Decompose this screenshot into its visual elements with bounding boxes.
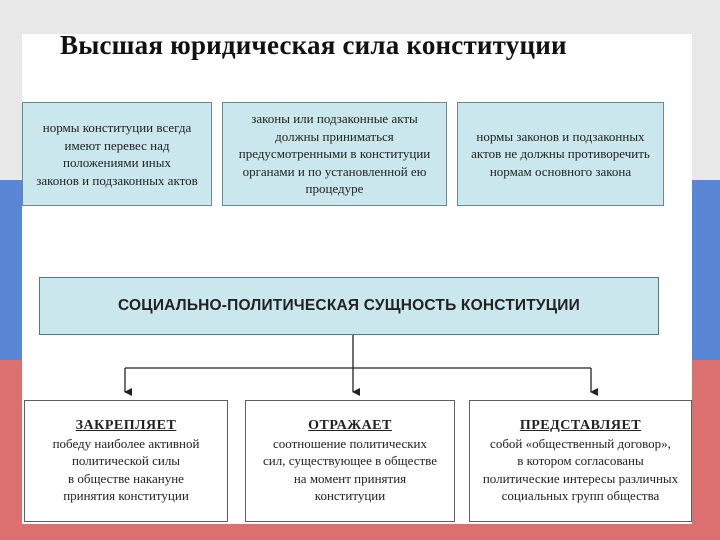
bottom-box-2: [245, 400, 455, 522]
bottom-box-3-text: собой «общественный договор», в котором согласованы политические интересы различных социальных групп общества: [482, 435, 679, 504]
bottom-box-2-heading: ОТРАЖАЕТ: [308, 418, 392, 434]
bottom-box-3-heading: ПРЕДСТАВЛЯЕТ: [519, 418, 642, 434]
top-box-1-text: нормы конституции всегда имеют перевес над положениями иных законов и подзаконных актов: [36, 120, 198, 188]
bottom-box-1: [24, 400, 228, 522]
top-box-2-text: законы или подзаконные акты должны приниматься предусмотренными в конституции органами и по установленной ею процедуре: [238, 111, 431, 197]
bottom-box-3: [469, 400, 692, 522]
center-box-label: СОЦИАЛЬНО-ПОЛИТИЧЕСКАЯ СУЩНОСТЬ КОНСТИТУЦИИ: [118, 297, 580, 315]
bottom-box-1-text: победу наиболее активной политической силы в обществе накануне принятия конституции: [52, 435, 200, 504]
slide-title: Высшая юридическая сила конституции: [60, 30, 567, 60]
top-box-3-text: нормы законов и подзаконных актов не должны противоречить нормам основного закона: [471, 128, 650, 179]
bottom-box-1-heading: ЗАКРЕПЛЯЕТ: [75, 418, 177, 434]
bottom-box-2-text: соотношение политических сил, существующее в обществе на момент принятия конституции: [263, 435, 437, 504]
